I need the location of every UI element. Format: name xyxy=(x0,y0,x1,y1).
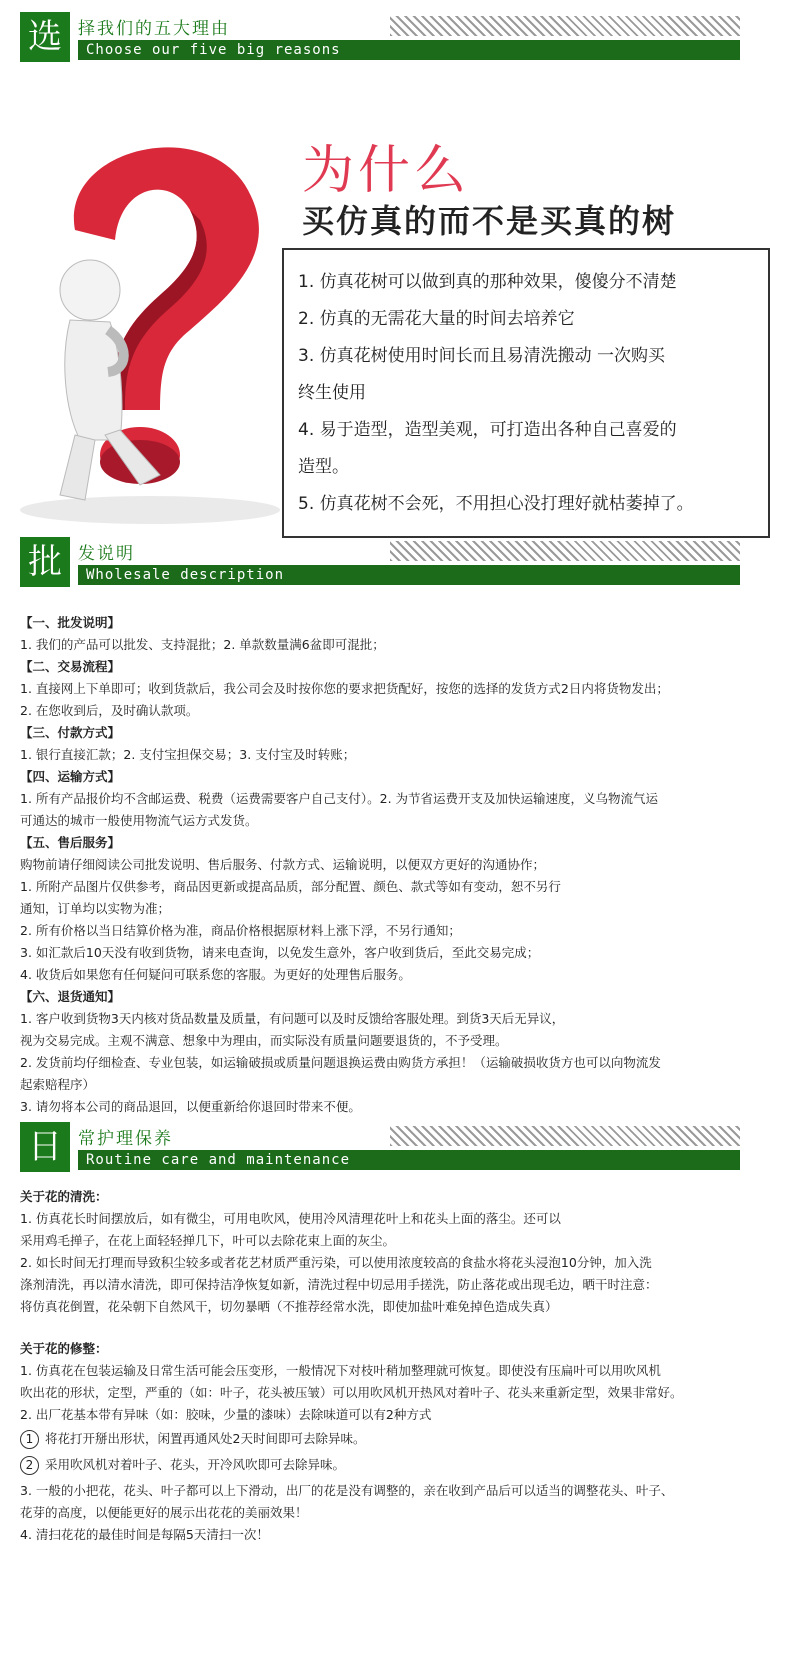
text-line: 2. 出厂花基本带有异味（如：胶味，少量的漆味）去除味道可以有2种方式 xyxy=(20,1407,432,1422)
text-line: 1. 直接网上下单即可；收到货款后，我公司会及时按你您的要求把货配好，按您的选择的发货方式2日内将货物发出； xyxy=(20,681,669,696)
circled-text: 采用吹风机对着叶子、花头，开冷风吹即可去除异味。 xyxy=(45,1457,346,1472)
text-line: 1. 所有产品报价均不含邮运费、税费（运费需要客户自己支付）。2. 为节省运费开支及加快运输速度，义乌物流气运 xyxy=(20,791,659,806)
section-header-wholesale xyxy=(20,537,740,591)
text-line: 将仿真花倒置，花朵朝下自然风干，切勿暴晒（不推荐经常水洗，即使加盐叶难免掉色造成失真） xyxy=(20,1299,558,1314)
header-title-cn: 择我们的五大理由 xyxy=(78,19,230,39)
header-title-en: Routine care and maintenance xyxy=(78,1150,740,1170)
header-stripes xyxy=(390,16,740,36)
text-line: 视为交易完成。主观不满意、想象中为理由，而实际没有质量问题要退货的，不予受理。 xyxy=(20,1033,508,1048)
circled-text: 将花打开掰出形状，闲置再通风处2天时间即可去除异味。 xyxy=(45,1431,366,1446)
text-line: 4. 收货后如果您有任何疑问可联系您的客服。为更好的处理售后服务。 xyxy=(20,967,411,982)
text-line: 花芽的高度，以便能更好的展示出花花的美丽效果！ xyxy=(20,1505,308,1520)
header-big-char: 批 xyxy=(20,537,70,587)
text-line: 购物前请仔细阅读公司批发说明、售后服务、付款方式、运输说明，以便双方更好的沟通协作； xyxy=(20,857,546,872)
text-line: 3. 如汇款后10天没有收到货物，请来电查询，以免发生意外，客户收到货后，至此交易完成； xyxy=(20,945,540,960)
text-line: 4. 清扫花花的最佳时间是每隔5天清扫一次！ xyxy=(20,1527,269,1542)
reason-line: 造型。 xyxy=(298,457,349,477)
text-line: 1. 银行直接汇款；2. 支付宝担保交易；3. 支付宝及时转账； xyxy=(20,747,356,762)
circled-number: 1 xyxy=(20,1430,39,1449)
text-line: 可通达的城市一般使用物流气运方式发货。 xyxy=(20,813,258,828)
text-line: 采用鸡毛掸子，在花上面轻轻掸几下，叶可以去除花束上面的灰尘。 xyxy=(20,1233,396,1248)
text-line: 1. 仿真花长时间摆放后，如有微尘，可用电吹风，使用冷风清理花叶上和花头上面的落尘。还可以 xyxy=(20,1211,561,1226)
reason-line: 1. 仿真花树可以做到真的那种效果，傻傻分不清楚 xyxy=(298,272,677,292)
text-line: 2. 在您收到后，及时确认款项。 xyxy=(20,703,199,718)
text-line: 起索赔程序） xyxy=(20,1077,96,1092)
heading-why: 为什么 xyxy=(302,141,471,201)
circled-line xyxy=(20,1454,780,1476)
reasons-box xyxy=(282,248,770,538)
text-line: 1. 客户收到货物3天内核对货品数量及质量，有问题可以及时反馈给客服处理。到货3天后无异议， xyxy=(20,1011,565,1026)
text-line: 【四、运输方式】 xyxy=(20,769,121,784)
text-line: 【二、交易流程】 xyxy=(20,659,121,674)
text-line: 2. 发货前均仔细检查、专业包装，如运输破损或质量问题退换运费由购货方承担！（运输破损收货方也可以向物流发 xyxy=(20,1055,661,1070)
text-line: 【三、付款方式】 xyxy=(20,725,121,740)
text-line: 2. 所有价格以当日结算价格为准，商品价格根据原材料上涨下浮，不另行通知； xyxy=(20,923,461,938)
text-line: 【一、批发说明】 xyxy=(20,615,121,630)
header-title-en: Wholesale description xyxy=(78,565,740,585)
reason-line: 3. 仿真花树使用时间长而且易清洗搬动 一次购买 xyxy=(298,346,666,366)
circled-number: 2 xyxy=(20,1456,39,1475)
text-line: 涤剂清洗，再以清水清洗，即可保持洁净恢复如新，清洗过程中切忌用手搓洗，防止落花或出现毛边，晒干时注意： xyxy=(20,1277,658,1292)
header-stripes xyxy=(390,1126,740,1146)
header-stripes xyxy=(390,541,740,561)
text-line: 1. 我们的产品可以批发、支持混批；2. 单款数量满6盆即可混批； xyxy=(20,637,385,652)
header-big-char: 日 xyxy=(20,1122,70,1172)
care-text xyxy=(20,1186,780,1546)
text-line: 通知，订单均以实物为准； xyxy=(20,901,171,916)
text-line: 3. 一般的小把花，花头、叶子都可以上下滑动，出厂的花是没有调整的，亲在收到产品后可以适当的调整花头、叶子、 xyxy=(20,1483,674,1498)
wholesale-text xyxy=(20,612,780,1118)
text-line: 3. 请勿将本公司的商品退回，以便重新给你退回时带来不便。 xyxy=(20,1099,361,1114)
reason-line: 5. 仿真花树不会死，不用担心没打理好就枯萎掉了。 xyxy=(298,494,694,514)
header-big-char: 选 xyxy=(20,12,70,62)
text-line: 1. 所附产品图片仅供参考，商品因更新或提高品质，部分配置、颜色、款式等如有变动，恕不另行 xyxy=(20,879,561,894)
section-header-care xyxy=(20,1122,740,1176)
section-header-reasons xyxy=(20,12,740,66)
reason-line: 4. 易于造型，造型美观，可打造出各种自己喜爱的 xyxy=(298,420,677,440)
circled-line xyxy=(20,1428,780,1450)
trim-title: 关于花的修整： xyxy=(20,1341,108,1356)
heading-why-sub: 买仿真的而不是买真的树 xyxy=(302,202,677,240)
text-line: 【六、退货通知】 xyxy=(20,989,121,1004)
question-mark-figure-icon xyxy=(0,110,300,530)
text-line: 【五、售后服务】 xyxy=(20,835,121,850)
reason-line: 2. 仿真的无需花大量的时间去培养它 xyxy=(298,309,575,329)
text-line: 2. 如长时间无打理而导致积尘较多或者花艺材质严重污染，可以使用浓度较高的食盐水将花头浸泡10分钟，加入洗 xyxy=(20,1255,652,1270)
reason-line: 终生使用 xyxy=(298,383,366,403)
header-title-cn: 常护理保养 xyxy=(78,1129,173,1149)
text-line: 吹出花的形状，定型，严重的（如：叶子，花头被压皱）可以用吹风机开热风对着叶子、花头来重新定型，效果非常好。 xyxy=(20,1385,683,1400)
header-title-cn: 发说明 xyxy=(78,544,135,564)
text-line: 1. 仿真花在包装运输及日常生活可能会压变形，一般情况下对枝叶稍加整理就可恢复。即使没有压扁叶可以用吹风机 xyxy=(20,1363,661,1378)
clean-title: 关于花的清洗： xyxy=(20,1189,108,1204)
header-title-en: Choose our five big reasons xyxy=(78,40,740,60)
